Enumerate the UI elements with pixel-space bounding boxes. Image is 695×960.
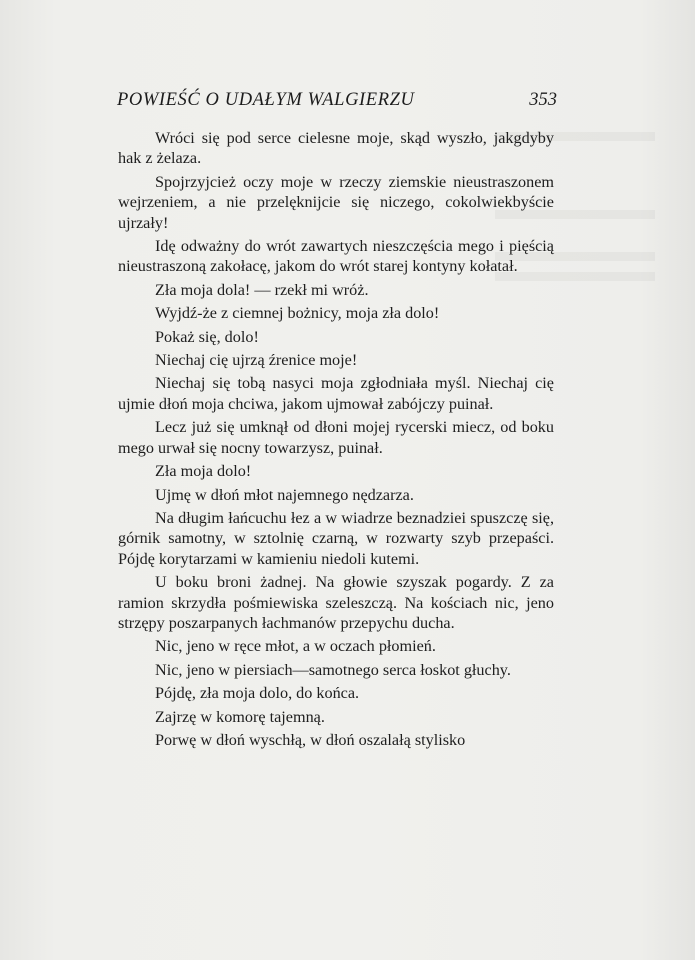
paragraph: Zła moja dolo! — [155, 462, 252, 481]
paragraph: Ujmę w dłoń młot najemnego nędzarza. — [155, 485, 414, 504]
paragraph: Nic, jeno w ręce młot, a w oczach płomień. — [155, 637, 436, 656]
paragraph: U boku broni żadnej. Na głowie szyszak pogardy. Z za ramion skrzydła pośmiewiska szeleszczą. Na kościach nic, jeno strzępy poszarpanych łachmanów przepychu ducha. — [118, 573, 554, 632]
paragraph: Idę odważny do wrót zawartych nieszczęścia mego i pięścią nieustraszoną zakołacę, jakom do wrót starej kontyny kołatał. — [118, 237, 554, 276]
paragraph: Niechaj cię ujrzą źrenice moje! — [155, 351, 358, 370]
paragraph: Pokaż się, dolo! — [155, 327, 259, 346]
paragraph: Pójdę, zła moja dolo, do końca. — [155, 684, 360, 703]
paragraph: Wróci się pod serce cielesne moje, skąd wyszło, jakgdyby hak z żelaza. — [118, 129, 554, 168]
paragraph: Porwę w dłoń wyschłą, w dłoń oszalałą stylisko — [155, 730, 466, 749]
running-title: POWIEŚĆ O UDAŁYM WALGIERZU — [117, 90, 415, 110]
paragraph: Niechaj się tobą nasyci moja zgłodniała myśl. Niechaj cię ujmie dłoń moja chciwa, jakom ujmował zabójczy puinał. — [118, 374, 554, 413]
paragraph: Lecz już się umknął od dłoni mojej rycerski miecz, od boku mego urwał się nocny towarzysz, puinał. — [118, 418, 554, 457]
page-number: 353 — [529, 90, 557, 110]
paragraph: Zła moja dola! — rzekł mi wróż. — [155, 280, 369, 299]
paragraph: Wyjdź-że z ciemnej bożnicy, moja zła dolo! — [155, 304, 440, 323]
paragraph: Nic, jeno w piersiach—samotnego serca łoskot głuchy. — [155, 660, 511, 679]
paragraph: Spojrzyjcież oczy moje w rzeczy ziemskie nieustraszonem wejrzeniem, a nie przelęknijcie się niczego, cokolwiekbyście ujrzały! — [118, 172, 554, 232]
body-text — [118, 128, 554, 753]
paragraph: Na długim łańcuchu łez a w wiadrze beznadziei spuszczę się, górnik samotny, w sztolnię czarną, w rozwarty szyb przepaści. Pójdę korytarzami w kamieniu niedoli kutemi. — [118, 508, 554, 568]
paragraph: Zajrzę w komorę tajemną. — [155, 707, 325, 726]
page-header — [117, 90, 557, 116]
